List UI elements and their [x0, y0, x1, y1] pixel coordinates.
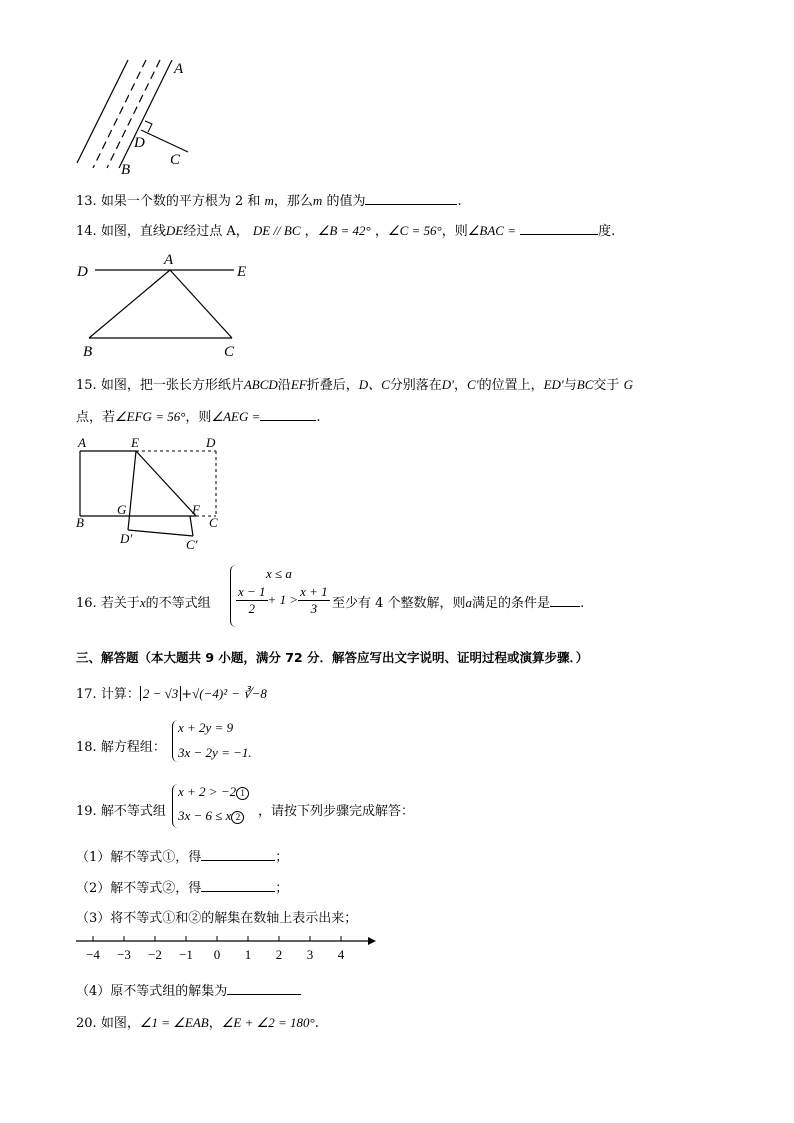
solid-line-ab: [119, 60, 172, 168]
q15-line1: 如图，把一张长方形纸片: [100, 378, 244, 393]
question-16: [76, 592, 211, 611]
label-C-prime: C′: [186, 537, 198, 552]
q15-end: .: [316, 410, 321, 425]
q14-angle-b: ∠B = 42°: [317, 223, 371, 238]
label-D: D: [206, 435, 216, 450]
number-line-tick-label: 3: [306, 947, 314, 962]
q16-a: a: [465, 595, 473, 610]
q16-frac2: $\frac{x + 1}{3}$: [300, 584, 328, 616]
label-D-prime: D′: [120, 531, 133, 546]
segment-ac: [170, 270, 232, 338]
q13-answer-blank[interactable]: [365, 191, 457, 205]
q16-tail: [332, 592, 584, 611]
q18-row2: 3x − 2y = −1.: [178, 745, 252, 760]
q14-parallel: DE // BC: [252, 223, 301, 238]
q20-number: 20.: [76, 1016, 97, 1031]
label-A: A: [164, 252, 174, 268]
q19-step1-blank[interactable]: [201, 847, 275, 861]
label-C: C: [170, 152, 181, 168]
number-line-tick-label: −3: [117, 947, 131, 962]
q15-number: 15.: [76, 378, 97, 393]
q19-step4-blank[interactable]: [227, 981, 301, 995]
label-C: C: [209, 515, 218, 530]
number-line-tick-label: 2: [275, 947, 283, 962]
q19-number: 19.: [76, 804, 97, 819]
question-15-line2: [76, 406, 321, 425]
q14-de: DE: [165, 223, 184, 238]
question-14: 14. 如图，直线DE经过点 A， DE // BC ，∠B = 42° ，∠C = 56°，则∠BAC = 度.: [76, 223, 616, 239]
label-D: D: [134, 135, 145, 151]
q19-step-1: （1）解不等式①，得 ；: [76, 846, 288, 865]
q19-instruction: ，请按下列步骤完成解答：: [258, 804, 415, 819]
q15-edp: ED′: [543, 377, 564, 392]
label-B: B: [83, 344, 93, 360]
number-line-tick-label: −2: [148, 947, 162, 962]
q14-number: 14.: [76, 224, 97, 239]
q15-with: 与: [563, 378, 577, 393]
q19-step-3: （3）将不等式①和②的解集在数轴上表示出来；: [76, 911, 358, 926]
q15-abcd: ABCD: [243, 377, 278, 392]
q16-number: 16.: [76, 596, 97, 611]
q13-text1: 如果一个数的平方根为 2 和: [100, 194, 261, 209]
q17-label: 计算：: [100, 687, 140, 702]
question-17: [76, 683, 267, 702]
q15-angle-efg: ∠EFG = 56°: [115, 409, 186, 424]
label-F: F: [192, 502, 200, 517]
number-line-tick-label: 4: [337, 947, 345, 962]
q13-text2: ，那么: [273, 194, 313, 209]
label-G: G: [117, 502, 127, 517]
question-15-line1: [76, 374, 633, 393]
q18-number: 18.: [76, 740, 97, 755]
q20-text1: 如图，: [100, 1016, 140, 1031]
q18-label: 解方程组：: [100, 740, 166, 755]
q14-angle-bac: ∠BAC =: [467, 223, 516, 238]
q16-x: x: [139, 595, 146, 610]
question-19: [76, 800, 166, 819]
arrow-right-icon: [368, 937, 376, 945]
q20-angle1: ∠1 = ∠EAB: [139, 1015, 209, 1030]
q15-dp: D′: [441, 377, 455, 392]
edge-dprime-cprime: [128, 530, 193, 536]
q14-answer-blank[interactable]: [520, 221, 598, 235]
q19-label: 解不等式组: [100, 804, 166, 819]
q15-ef: EF: [290, 377, 307, 392]
q20-angle2: ∠E + ∠2 = 180°: [221, 1015, 315, 1030]
label-B: B: [76, 515, 84, 530]
q15-fall: 分别落在: [389, 378, 442, 393]
q17-cbrt: − ∛−8: [231, 686, 267, 701]
q19-row1: x + 2 > −2 1: [178, 784, 249, 800]
q15-then: ，则: [185, 410, 212, 425]
q17-sqrt: √(−4)²: [192, 686, 228, 701]
q14-text3: ，则: [441, 224, 468, 239]
q16-text1: 若关于: [100, 596, 140, 611]
q16-text3: 至少有 4 个整数解，则: [332, 596, 466, 611]
label-C: C: [224, 344, 235, 360]
q16-text4: 满足的条件是: [472, 596, 551, 611]
q16-answer-blank[interactable]: [550, 593, 580, 607]
q13-end: .: [457, 194, 462, 209]
q15-comma: ，: [454, 378, 468, 393]
number-line-tick-label: −4: [86, 947, 100, 962]
q13-var-m: m: [264, 193, 274, 208]
figure-q12: [0, 0, 794, 180]
q16-frac1: $\frac{x - 1}{2}$: [238, 584, 266, 616]
q16-end: .: [580, 596, 585, 611]
segment-ab: [89, 270, 170, 338]
q14-angle-c: ∠C = 56°: [387, 223, 442, 238]
q17-plus: +: [181, 687, 193, 702]
question-18: [76, 736, 166, 755]
q15-dc: D、C: [358, 377, 390, 392]
q15-meet: 交于: [593, 378, 620, 393]
section-3-heading: 三、解答题（本大题共 9 小题，满分 72 分．解答应写出文字说明、证明过程或演算步骤．）: [76, 650, 589, 665]
label-A: A: [78, 435, 86, 450]
label-E: E: [131, 435, 139, 450]
label-A: A: [174, 61, 184, 77]
label-B: B: [121, 162, 131, 178]
number-line[interactable]: [0, 930, 794, 964]
q13-number: 13.: [76, 194, 97, 209]
crease-ef: [136, 451, 196, 516]
q19-tag-1: 1: [236, 787, 249, 800]
figure-q15: [0, 432, 794, 552]
q15-g: G: [623, 377, 633, 392]
q15-pos: 的位置上，: [478, 378, 544, 393]
q15-answer-blank[interactable]: [260, 407, 316, 421]
q15-along: 沿: [277, 378, 291, 393]
segment-dc: [141, 130, 188, 152]
number-line-tick-label: 0: [213, 947, 221, 962]
q15-line2a: 点，若: [76, 410, 116, 425]
number-line-tick-label: −1: [179, 947, 193, 962]
q18-row1: x + 2y = 9: [178, 720, 234, 735]
q19-step-2: （2）解不等式②，得 ；: [76, 877, 288, 896]
figure-q14: [0, 248, 794, 363]
q14-text1: 如图，直线: [100, 224, 166, 239]
q19-tag-2: 2: [231, 811, 244, 824]
q15-fold: 折叠后，: [306, 378, 359, 393]
q15-angle-aeg: ∠AEG =: [211, 409, 261, 424]
q16-row2: [236, 584, 330, 617]
q14-text2: 经过点 A，: [183, 224, 249, 239]
question-13: [76, 190, 462, 209]
q19-step2-blank[interactable]: [201, 878, 275, 892]
edge-ed-prime: [128, 451, 136, 530]
label-D: D: [77, 264, 88, 280]
q13-var-m2: m: [312, 193, 323, 208]
q16-text2: 的不等式组: [145, 596, 211, 611]
q13-text3: 的值为: [326, 194, 366, 209]
q15-bc: BC: [576, 377, 594, 392]
q15-cp: C′: [467, 377, 479, 392]
edge-cprime-f: [190, 516, 193, 536]
q17-number: 17.: [76, 687, 97, 702]
q14-end: 度.: [598, 224, 616, 239]
q17-abs: 2 − √3: [140, 686, 181, 701]
label-E: E: [237, 264, 247, 280]
number-line-tick-label: 1: [244, 947, 252, 962]
q16-mid: + 1 >: [267, 592, 299, 607]
dashed-line-2: [107, 60, 160, 168]
q19-row2: 3x − 6 ≤ x 2: [178, 808, 244, 824]
question-20: 20. 如图，∠1 = ∠EAB，∠E + ∠2 = 180°.: [76, 1015, 319, 1031]
q16-row1: x ≤ a: [266, 566, 292, 581]
q19-step-4: （4）原不等式组的解集为: [76, 980, 301, 999]
right-angle-mark: [145, 121, 152, 132]
